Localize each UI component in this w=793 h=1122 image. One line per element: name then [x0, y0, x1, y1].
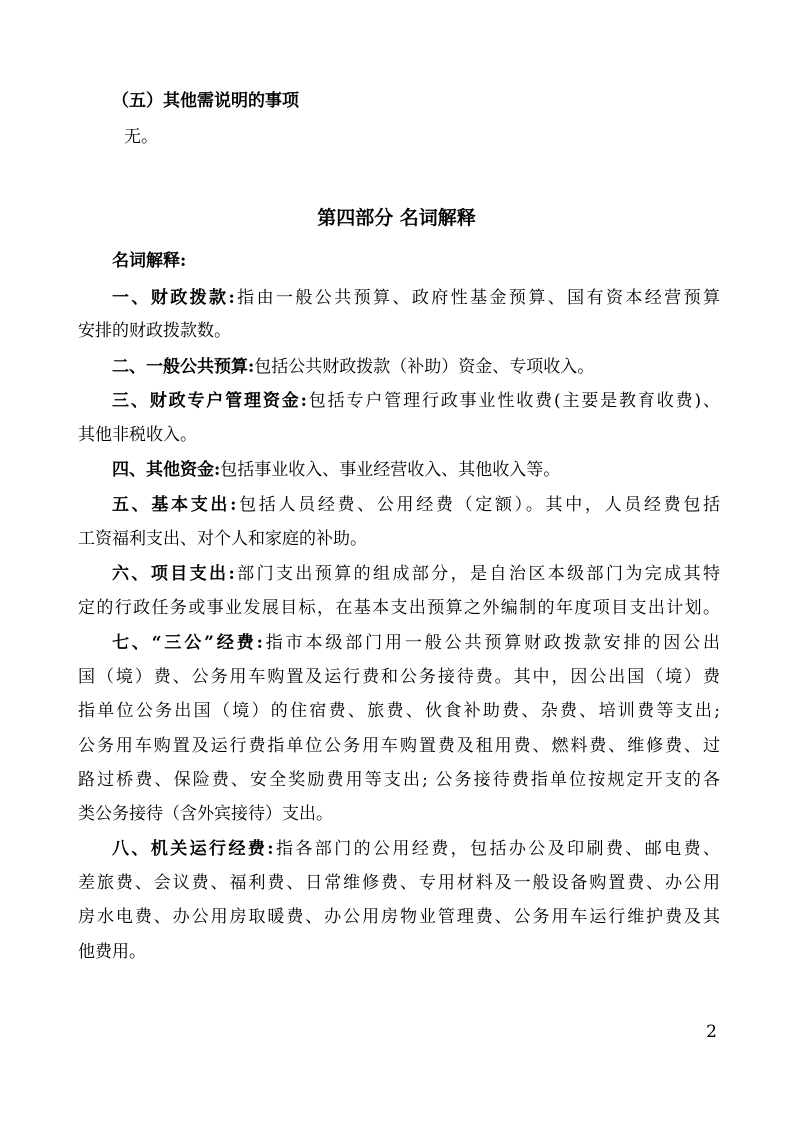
term-3-line-1	[112, 390, 720, 412]
part-4-title: 第四部分 名词解释	[317, 207, 476, 229]
term-2-text: 包括公共财政拨款（补助）资金、专项收入。	[254, 357, 595, 377]
section-5-title: （五）其他需说明的事项	[112, 91, 299, 111]
term-7-label: 七、“三公”经费:	[112, 633, 263, 653]
term-7-line-6: 类公务接待（含外宾接待）支出。	[78, 804, 333, 824]
term-4-text: 包括事业收入、事业经营收入、其他收入等。	[220, 460, 561, 480]
term-7-line-3: 指单位公务出国（境）的住宿费、旅费、伙食补助费、杂费、培训费等支出;	[78, 701, 720, 721]
term-1-label: 一、财政拨款:	[112, 288, 235, 308]
term-7-line-2: 国（境）费、公务用车购置及运行费和公务接待费。其中，因公出国（境）费	[78, 667, 720, 687]
term-5-label: 五、基本支出:	[112, 495, 237, 515]
term-3-text: 包括专户管理行政事业性收费(主要是教育收费)、	[306, 391, 721, 411]
term-5-text: 包括人员经费、公用经费（定额）。其中，人员经费包括	[236, 495, 721, 515]
term-8-line-2: 差旅费、会议费、福利费、日常维修费、专用材料及一般设备购置费、办公用	[78, 873, 720, 893]
term-7-line-4: 公务用车购置及运行费指单位公务用车购置费及租用费、燃料费、维修费、过	[78, 736, 720, 756]
term-6-line-1	[112, 563, 720, 585]
term-7-line-1	[112, 632, 720, 654]
term-2-label: 二、一般公共预算:	[112, 357, 255, 377]
term-4-label: 四、其他资金:	[112, 460, 221, 480]
term-8-label: 八、机关运行经费:	[112, 839, 274, 859]
term-7-text: 指市本级部门用一般公共预算财政拨款安排的因公出	[262, 633, 720, 653]
term-6-line-2: 定的行政任务或事业发展目标，在基本支出预算之外编制的年度项目支出计划。	[78, 598, 720, 618]
term-3-label: 三、财政专户管理资金:	[112, 391, 307, 411]
term-8-line-4: 他费用。	[78, 942, 146, 962]
term-1-text: 指由一般公共预算、政府性基金预算、国有资本经营预算	[234, 288, 721, 308]
term-4-line-1	[112, 459, 720, 481]
term-2-line-1	[112, 356, 720, 378]
term-1-line-1	[112, 287, 720, 309]
page-number: 2	[706, 1022, 717, 1042]
term-5-line-2: 工资福利支出、对个人和家庭的补助。	[78, 529, 367, 549]
term-8-text: 指各部门的公用经费，包括办公及印刷费、邮电费、	[273, 839, 720, 859]
term-3-line-2: 其他非税收入。	[78, 425, 197, 445]
term-1-line-2: 安排的财政拨款数。	[78, 321, 231, 341]
glossary-intro: 名词解释:	[112, 251, 187, 271]
term-6-text: 部门支出预算的组成部分，是自治区本级部门为完成其特	[234, 564, 721, 584]
term-7-line-5: 路过桥费、保险费、安全奖励费用等支出; 公务接待费指单位按规定开支的各	[78, 770, 720, 790]
term-8-line-1	[112, 838, 720, 860]
term-6-label: 六、项目支出:	[112, 564, 235, 584]
term-5-line-1	[112, 494, 720, 516]
section-5-body: 无。	[124, 127, 158, 147]
term-8-line-3: 房水电费、办公用房取暖费、办公用房物业管理费、公务用车运行维护费及其	[78, 907, 720, 927]
